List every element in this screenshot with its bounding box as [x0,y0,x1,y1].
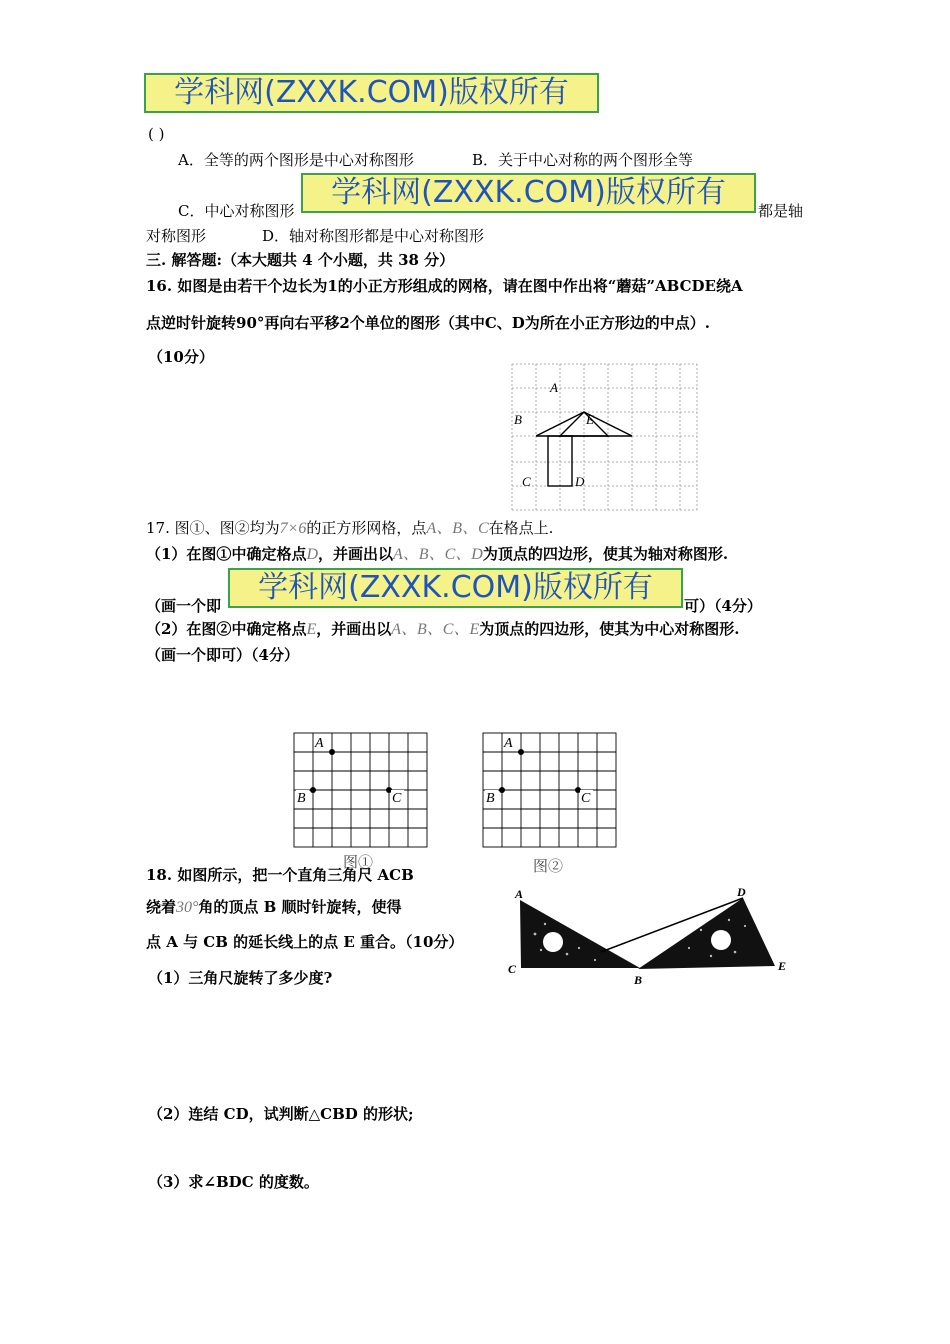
q15-option-c-continued: 对称图形 [146,227,207,245]
q18-text-line-2: 绕着30°角的顶点 B 顺时针旋转，使得 [146,898,402,916]
q16-grid-lines [512,364,697,510]
q15-option-d: D．轴对称图形都是中心对称图形 [262,227,485,245]
q18-text-line-1: 18. 如图所示，把一个直角三角尺 ACB [146,866,414,884]
q16-label-d: D [575,474,585,489]
q17-fig2-point-b [499,787,505,793]
q17-part-1-note-start: （画一个即 [146,597,222,615]
q17-points-abc: A、B、C [426,520,489,537]
q18-angle-30: 30° [176,899,199,916]
q18-label-c: C [508,962,517,976]
q16-text-line-3: （10分） [148,348,214,366]
q16-label-b: B [514,412,522,427]
q15-option-c: C．中心对称图形 [178,202,295,220]
q17-fig1-label-b: B [297,791,306,806]
q16-mushroom-grid-figure [505,358,705,518]
q17-points-abce: A、B、C、E [391,621,480,638]
q16-label-a: A [550,380,558,395]
q17-text-line-1: 17. 图①、图②均为7×6的正方形网格，点A、B、C在格点上. [146,519,554,537]
watermark-banner-3: 学科网(ZXXK.COM)版权所有 [228,568,683,608]
q17-fig1-point-a [329,749,335,755]
q17-point-e: E [306,621,317,638]
q18-label-a: A [515,887,524,901]
q16-label-e: E [586,412,594,427]
q18-label-b: B [634,973,643,987]
q17-point-d: D [306,546,319,563]
q15-option-b: B．关于中心对称的两个图形全等 [472,151,694,169]
q17-figure-1-caption: 图① [343,853,374,871]
q17-fig1-point-b [310,787,316,793]
q18-triangle-acb [520,900,640,968]
q18-triangle-dbe [638,898,775,969]
q18-label-e: E [778,959,787,973]
q17-grid-size: 7×6 [279,520,307,537]
q15-option-a: A．全等的两个图形是中心对称图形 [178,151,414,169]
q17-points-abcd: A、B、C、D [393,546,483,563]
q17-fig2-label-c: C [581,791,591,806]
q18-triangle-rulers-figure [505,884,795,988]
q17-fig2-point-a [518,749,524,755]
q18-text-line-3: 点 A 与 CB 的延长线上的点 E 重合。（10分） [146,933,464,951]
q18-sub-question-1: （1）三角尺旋转了多少度? [148,969,333,987]
q17-fig1-label-c: C [392,791,402,806]
q17-part-2-line: （2）在图②中确定格点E，并画出以A、B、C、E为顶点的四边形，使其为中心对称图形. [146,620,740,638]
watermark-banner-2: 学科网(ZXXK.COM)版权所有 [301,173,756,213]
q17-figure-2-grid [479,730,621,850]
watermark-banner-1: 学科网(ZXXK.COM)版权所有 [144,73,599,113]
section-3-heading: 三. 解答题:（本大题共 4 个小题，共 38 分） [146,251,455,269]
q17-fig1-label-a: A [315,736,324,751]
q17-part-2-note: （画一个即可）（4分） [146,646,299,664]
q16-text-line-1: 16. 如图是由若干个边长为1的小正方形组成的网格，请在图中作出将“蘑菇”ABCDE绕A [146,277,743,295]
q15-option-c-tail: 都是轴 [758,202,804,220]
q16-text-line-2: 点逆时针旋转90°再向右平移2个单位的图形（其中C、D为所在小正方形边的中点）. [146,314,710,332]
q18-sub-question-3: （3）求∠BDC 的度数。 [148,1173,319,1191]
q17-part-1-line: （1）在图①中确定格点D，并画出以A、B、C、D为顶点的四边形，使其为轴对称图形. [146,545,729,563]
q17-figure-2-caption: 图② [533,857,564,875]
q15-answer-paren: ( ) [148,125,165,143]
q17-fig2-label-a: A [504,736,513,751]
q17-fig2-label-b: B [486,791,495,806]
q18-label-d: D [737,885,746,899]
q16-label-c: C [522,474,531,489]
q17-figure-1-grid [290,730,432,850]
q17-part-1-note-end: 可）（4分） [684,597,762,615]
q18-sub-question-2: （2）连结 CD，试判断△CBD 的形状; [148,1105,414,1123]
